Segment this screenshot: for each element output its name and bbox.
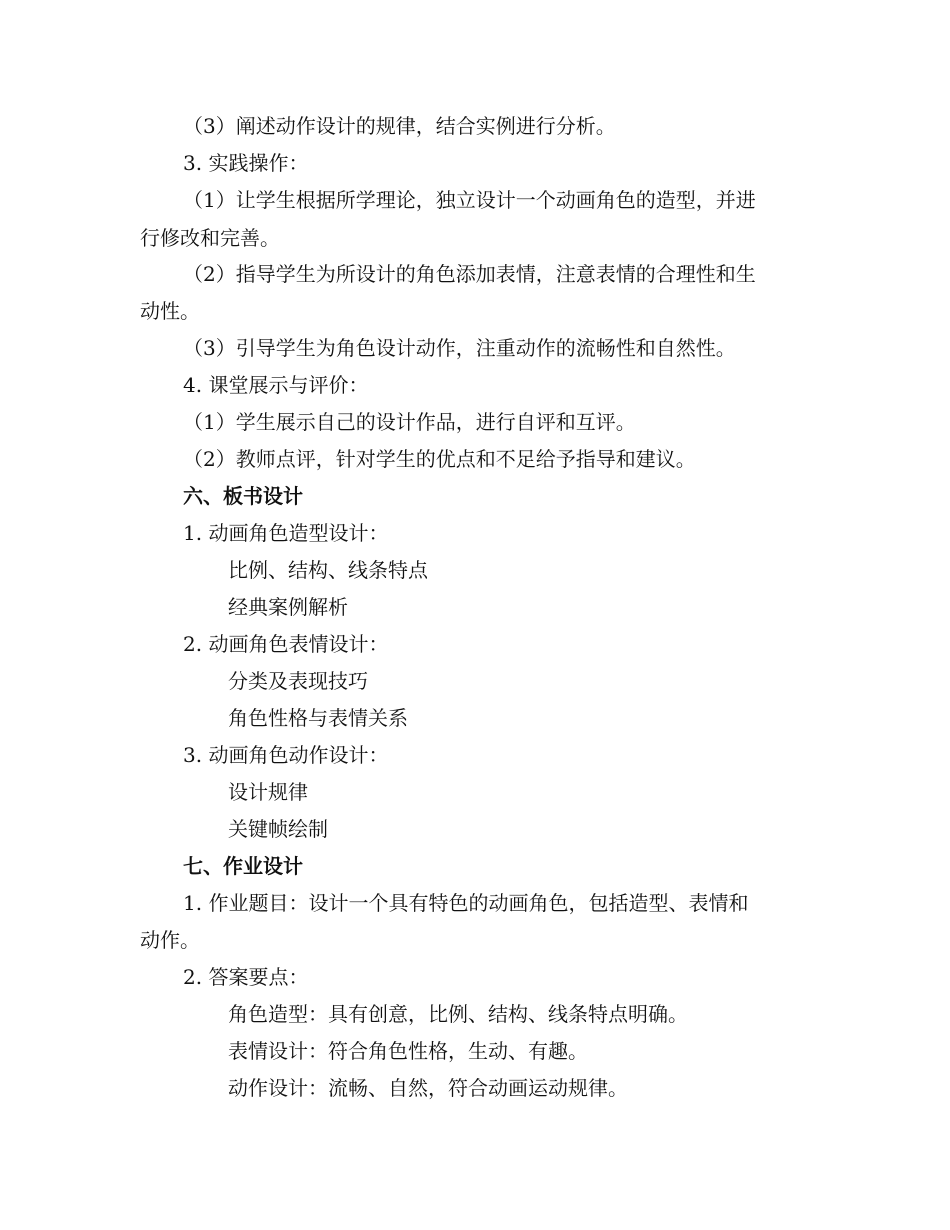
paragraph-line: （2）教师点评，针对学生的优点和不足给予指导和建议。 bbox=[183, 447, 696, 471]
paragraph-line: 1. 作业题目：设计一个具有特色的动画角色，包括造型、表情和 bbox=[183, 891, 749, 915]
list-item-heading: 3. 实践操作： bbox=[183, 151, 309, 175]
list-item-heading: 4. 课堂展示与评价： bbox=[183, 373, 369, 397]
paragraph-line: 动作。 bbox=[140, 928, 200, 952]
paragraph-line: 行修改和完善。 bbox=[140, 226, 280, 250]
sub-item: 角色造型：具有创意，比例、结构、线条特点明确。 bbox=[228, 1002, 688, 1026]
paragraph-line: （3）引导学生为角色设计动作，注重动作的流畅性和自然性。 bbox=[183, 336, 736, 360]
list-item-heading: 2. 动画角色表情设计： bbox=[183, 632, 389, 656]
list-item-heading: 2. 答案要点： bbox=[183, 965, 309, 989]
sub-item: 经典案例解析 bbox=[228, 595, 348, 619]
paragraph-line: 动性。 bbox=[140, 299, 200, 323]
paragraph-line: （3）阐述动作设计的规律，结合实例进行分析。 bbox=[183, 114, 616, 138]
sub-item: 动作设计：流畅、自然，符合动画运动规律。 bbox=[228, 1076, 628, 1100]
paragraph-line: （2）指导学生为所设计的角色添加表情，注意表情的合理性和生 bbox=[183, 262, 756, 286]
paragraph-line: （1）学生展示自己的设计作品，进行自评和互评。 bbox=[183, 410, 636, 434]
section-heading: 六、板书设计 bbox=[183, 484, 303, 508]
section-heading: 七、作业设计 bbox=[183, 854, 303, 878]
sub-item: 角色性格与表情关系 bbox=[228, 706, 408, 730]
sub-item: 关键帧绘制 bbox=[228, 817, 328, 841]
sub-item: 表情设计：符合角色性格，生动、有趣。 bbox=[228, 1039, 588, 1063]
list-item-heading: 3. 动画角色动作设计： bbox=[183, 743, 389, 767]
sub-item: 比例、结构、线条特点 bbox=[228, 558, 428, 582]
list-item-heading: 1. 动画角色造型设计： bbox=[183, 521, 389, 545]
paragraph-line: （1）让学生根据所学理论，独立设计一个动画角色的造型，并进 bbox=[183, 188, 756, 212]
sub-item: 设计规律 bbox=[228, 780, 308, 804]
sub-item: 分类及表现技巧 bbox=[228, 669, 368, 693]
